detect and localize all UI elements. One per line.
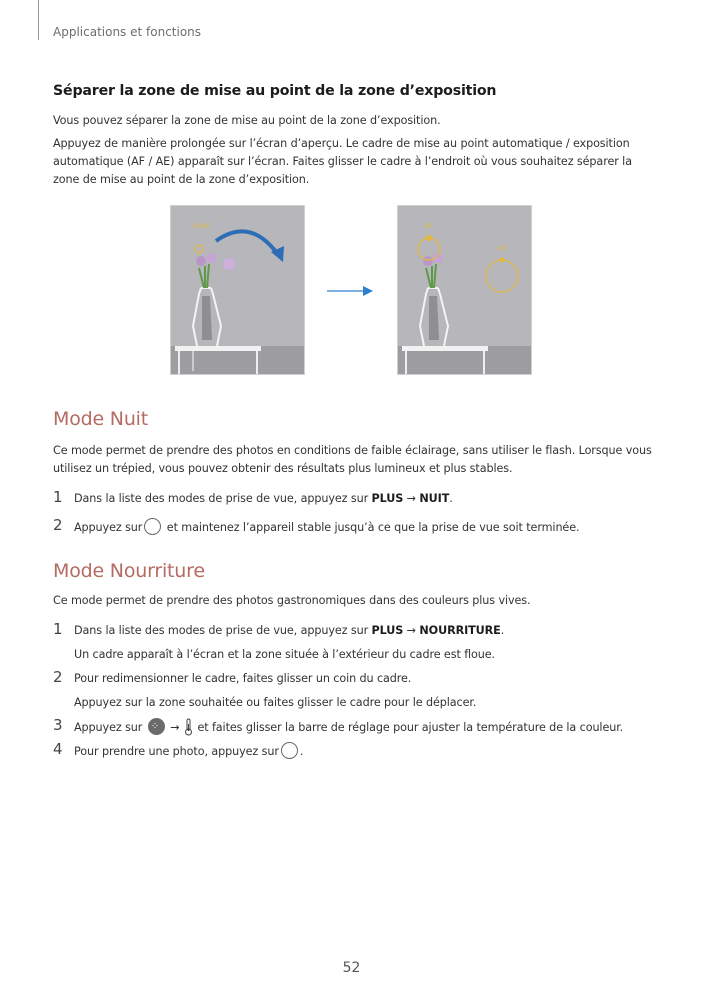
focus-body-line: automatique (AF / AE) apparaît sur l’écran. Faites glisser le cadre à l’endroit où vous souhaitez séparer la — [53, 155, 632, 168]
photo-before — [170, 205, 305, 375]
shutter-button-icon — [281, 742, 298, 759]
step-text: Dans la liste des modes de prise de vue, appuyez sur PLUS → NUIT. — [74, 492, 453, 505]
focus-intro: Vous pouvez séparer la zone de mise au point de la zone d’exposition. — [53, 114, 441, 127]
mode-nuit-description-line: utilisez un trépied, vous pouvez obtenir des résultats plus lumineux et plus stables. — [53, 462, 513, 475]
step-subtext: Un cadre apparaît à l’écran et la zone située à l’extérieur du cadre est floue. — [74, 648, 496, 661]
vase-illustration-before — [171, 206, 305, 375]
step-number: 1 — [53, 488, 63, 506]
menu-nuit: NUIT — [419, 492, 450, 505]
menu-nourriture: NOURRITURE — [419, 624, 501, 637]
focus-body-line: Appuyez de manière prolongée sur l’écran d’aperçu. Le cadre de mise au point automatique / exposition — [53, 137, 630, 150]
vase-illustration-after — [398, 206, 532, 375]
mode-nuit-description — [53, 442, 663, 478]
step-number: 1 — [53, 620, 63, 638]
arrow-right-icon — [325, 285, 375, 297]
step-subtext: Appuyez sur la zone souhaitée ou faites glisser le cadre pour le déplacer. — [74, 696, 477, 709]
af-label: AF — [425, 223, 433, 230]
ae-label: AE — [498, 245, 506, 252]
heading-mode-nourriture: Mode Nourriture — [53, 560, 205, 582]
step-number: 3 — [53, 716, 63, 734]
thermometer-icon — [184, 718, 193, 736]
step-number: 2 — [53, 668, 63, 686]
photo-after — [397, 205, 532, 375]
focus-body — [53, 135, 653, 189]
step-number: 4 — [53, 740, 63, 758]
step-text: Pour prendre une photo, appuyez sur . — [74, 742, 303, 761]
focus-body-line: zone de mise au point de la zone d’exposition. — [53, 173, 310, 186]
step-text: Pour redimensionner le cadre, faites glisser un coin du cadre. — [74, 672, 412, 685]
shutter-button-icon — [144, 518, 161, 535]
step-text: Appuyez sur et maintenez l’appareil stable jusqu’à ce que la prise de vue soit terminée. — [74, 518, 579, 537]
heading-mode-nuit: Mode Nuit — [53, 408, 148, 430]
options-dots-icon — [148, 718, 165, 735]
mode-nuit-description-line: Ce mode permet de prendre des photos en conditions de faible éclairage, sans utiliser le flash. Lorsque vous — [53, 444, 652, 457]
focus-exposure-figure — [170, 205, 532, 375]
header-rule — [38, 0, 39, 40]
page-number: 52 — [342, 960, 361, 976]
chapter-title: Applications et fonctions — [53, 25, 202, 39]
step-number: 2 — [53, 516, 63, 534]
af-ae-label: AF/AE — [193, 223, 211, 230]
section-title-focus-exposure: Séparer la zone de mise au point de la zone d’exposition — [53, 83, 497, 99]
mode-nourriture-description: Ce mode permet de prendre des photos gastronomiques dans des couleurs plus vives. — [53, 594, 531, 607]
step-text: Dans la liste des modes de prise de vue, appuyez sur PLUS → NOURRITURE. — [74, 624, 505, 637]
menu-plus: PLUS — [371, 492, 404, 505]
step-text: Appuyez sur ⁘ → et faites glisser la barre de réglage pour ajuster la température de la couleur. — [74, 718, 623, 737]
menu-plus: PLUS — [371, 624, 404, 637]
